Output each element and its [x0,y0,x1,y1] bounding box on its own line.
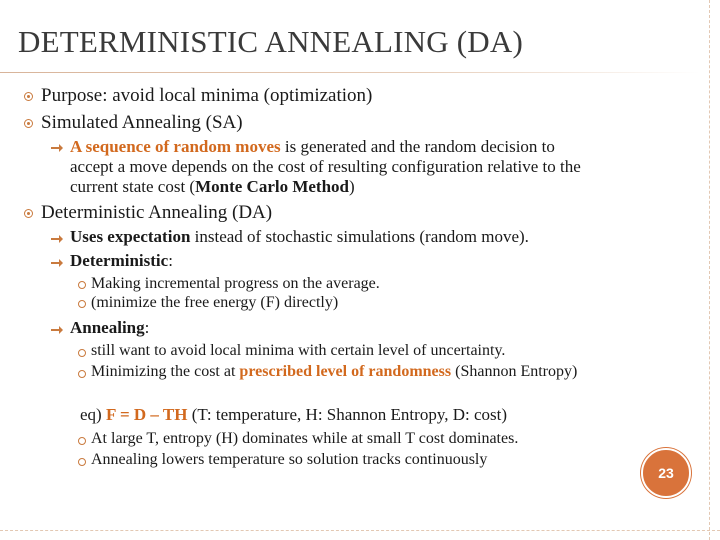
equation-legend: (T: temperature, H: Shannon Entropy, D: cost) [187,405,508,424]
frame-border-bottom [0,530,720,531]
da-deterministic [70,251,173,271]
sa-random-moves-emphasis: A sequence of random moves [70,137,281,156]
bullet-circle-icon [24,209,33,218]
bullet-small-circle-icon [78,458,86,466]
bullet-purpose: Purpose: avoid local minima (optimization) [41,85,373,106]
annealing-emphasis: Annealing [70,318,145,337]
title-rule [0,72,700,73]
annealing-item-2-pre: Minimizing the cost at [91,363,240,380]
bullet-small-circle-icon [78,349,86,357]
det-item-1: Making incremental progress on the average. [91,275,380,292]
uses-expectation-emphasis: Uses expectation [70,227,191,246]
deterministic-emphasis: Deterministic [70,251,169,270]
frame-border-right [709,0,710,540]
eq-item-2: Annealing lowers temperature so solution tracks continuously [91,451,488,468]
monte-carlo-emphasis: Monte Carlo Method [195,177,350,196]
uses-expectation-text: instead of stochastic simulations (random move). [190,227,529,246]
bullet-sa: Simulated Annealing (SA) [41,112,243,133]
annealing-item-2-post: (Shannon Entropy) [451,363,578,380]
equation-line [80,405,507,425]
bullet-circle-icon [24,119,33,128]
sa-detail-line1 [70,137,555,157]
annealing-colon: : [144,318,150,337]
bullet-arrow-icon [51,146,61,150]
prescribed-randomness-emphasis: prescribed level of randomness [239,363,452,380]
free-energy-equation: F = D – TH [105,405,188,424]
bullet-small-circle-icon [78,437,86,445]
slide-title: DETERMINISTIC ANNEALING (DA) [18,24,523,59]
sa-detail-line2: accept a move depends on the cost of resulting configuration relative to the [70,157,581,176]
bullet-small-circle-icon [78,281,86,289]
bullet-arrow-icon [51,237,61,241]
bullet-small-circle-icon [78,370,86,378]
da-uses-expectation [70,227,529,247]
da-annealing [70,318,149,338]
bullet-arrow-icon [51,261,61,265]
bullet-da: Deterministic Annealing (DA) [41,202,273,223]
bullet-small-circle-icon [78,300,86,308]
page-number-badge: 23 [641,448,691,498]
bullet-circle-icon [24,92,33,101]
equation-prefix: eq) [80,405,106,424]
sa-detail-line3b: ) [349,177,355,196]
det-item-2: (minimize the free energy (F) directly) [91,294,339,311]
sa-detail-line3a: current state cost ( [70,177,196,196]
annealing-item-1: still want to avoid local minima with certain level of uncertainty. [91,342,506,359]
bullet-arrow-icon [51,328,61,332]
sa-detail-text1: is generated and the random decision to [280,137,555,156]
sa-detail-line3 [70,177,355,197]
annealing-item-2 [91,363,577,381]
eq-item-1: At large T, entropy (H) dominates while at small T cost dominates. [91,430,519,447]
deterministic-colon: : [168,251,173,270]
